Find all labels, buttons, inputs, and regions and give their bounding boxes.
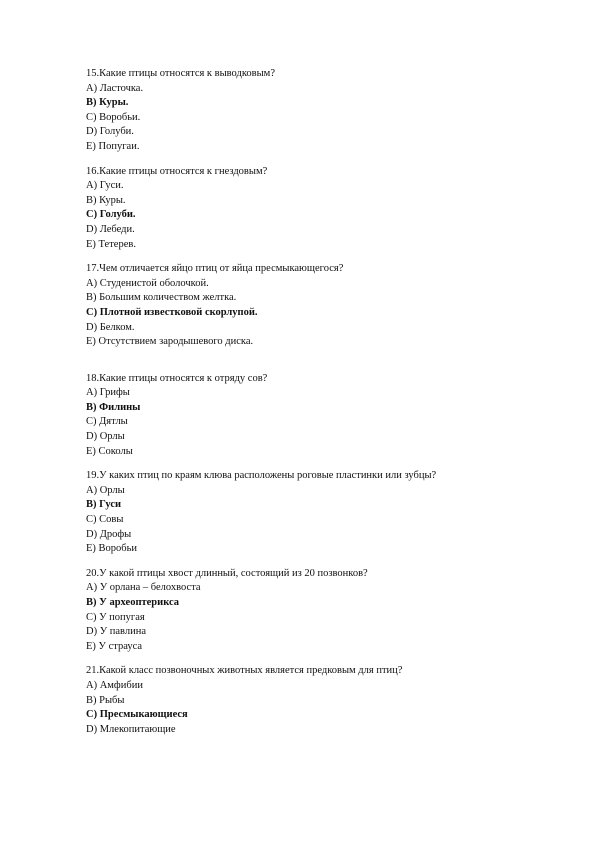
question-text: 20.У какой птицы хвост длинный, состоящий из 20 позвонков?: [86, 567, 368, 579]
answer-option: E) Соколы: [86, 445, 133, 457]
question-block: [86, 262, 556, 350]
answer-option: E) Тетерев.: [86, 238, 136, 250]
answer-option-correct: C) Пресмыкающиеся: [86, 709, 188, 721]
answer-option: E) У страуса: [86, 640, 143, 652]
answer-option-correct: B) У археоптерикса: [86, 597, 180, 608]
question-block: [86, 67, 556, 155]
question-text: 16.Какие птицы относятся к гнездовым?: [86, 165, 268, 177]
question-block: [86, 165, 556, 253]
answer-option-correct: B) Филины: [86, 401, 141, 413]
question-text: 17.Чем отличается яйцо птиц от яйца пресмыкающегося?: [86, 263, 344, 275]
test-page: [86, 67, 556, 747]
answer-option-correct: B) Гуси: [86, 499, 122, 511]
answer-option: C) Дятлы: [86, 416, 128, 428]
answer-option: C) У попугая: [86, 611, 145, 623]
answer-option-correct: C) Голуби.: [86, 209, 136, 221]
question-text: 15.Какие птицы относятся к выводковым?: [86, 68, 275, 79]
answer-option: D) Голуби.: [86, 126, 134, 138]
answer-option: B) Большим количеством желтка.: [86, 292, 237, 304]
answer-option: A) Студенистой оболочкой.: [86, 277, 209, 289]
question-text: 18.Какие птицы относятся к отряду сов?: [86, 372, 268, 384]
question-block: [86, 469, 556, 557]
answer-option: B) Рыбы: [86, 694, 125, 706]
answer-option: D) Дрофы: [86, 528, 132, 540]
question-block: [86, 567, 556, 655]
answer-option: E) Воробьи: [86, 543, 138, 555]
answer-option: D) Млекопитающие: [86, 723, 176, 735]
answer-option: C) Воробьи.: [86, 111, 141, 123]
answer-option: D) Лебеди.: [86, 223, 135, 235]
answer-option: D) Белком.: [86, 321, 135, 333]
answer-option: A) Амфибии: [86, 679, 143, 691]
answer-option-correct: B) Куры.: [86, 97, 129, 109]
answer-option: D) У павлина: [86, 626, 147, 638]
answer-option: E) Попугаи.: [86, 140, 140, 152]
question-list: [86, 67, 556, 737]
question-block: [86, 664, 556, 737]
answer-option: A) Грифы: [86, 387, 130, 399]
answer-option: C) Совы: [86, 514, 124, 526]
answer-option: D) Орлы: [86, 431, 125, 443]
answer-option: A) Ласточка.: [86, 82, 144, 94]
answer-option: A) Орлы: [86, 484, 125, 496]
answer-option-correct: C) Плотной известковой скорлупой.: [86, 306, 258, 318]
question-block: [86, 372, 556, 460]
question-text: 19.У каких птиц по краям клюва расположены роговые пластинки или зубцы?: [86, 470, 437, 482]
question-text: 21.Какой класс позвоночных животных является предковым для птиц?: [86, 665, 403, 677]
answer-option: A) Гуси.: [86, 180, 124, 192]
answer-option: E) Отсутствием зародышевого диска.: [86, 336, 254, 348]
answer-option: B) Куры.: [86, 194, 126, 206]
answer-option: A) У орлана – белохвоста: [86, 582, 201, 594]
